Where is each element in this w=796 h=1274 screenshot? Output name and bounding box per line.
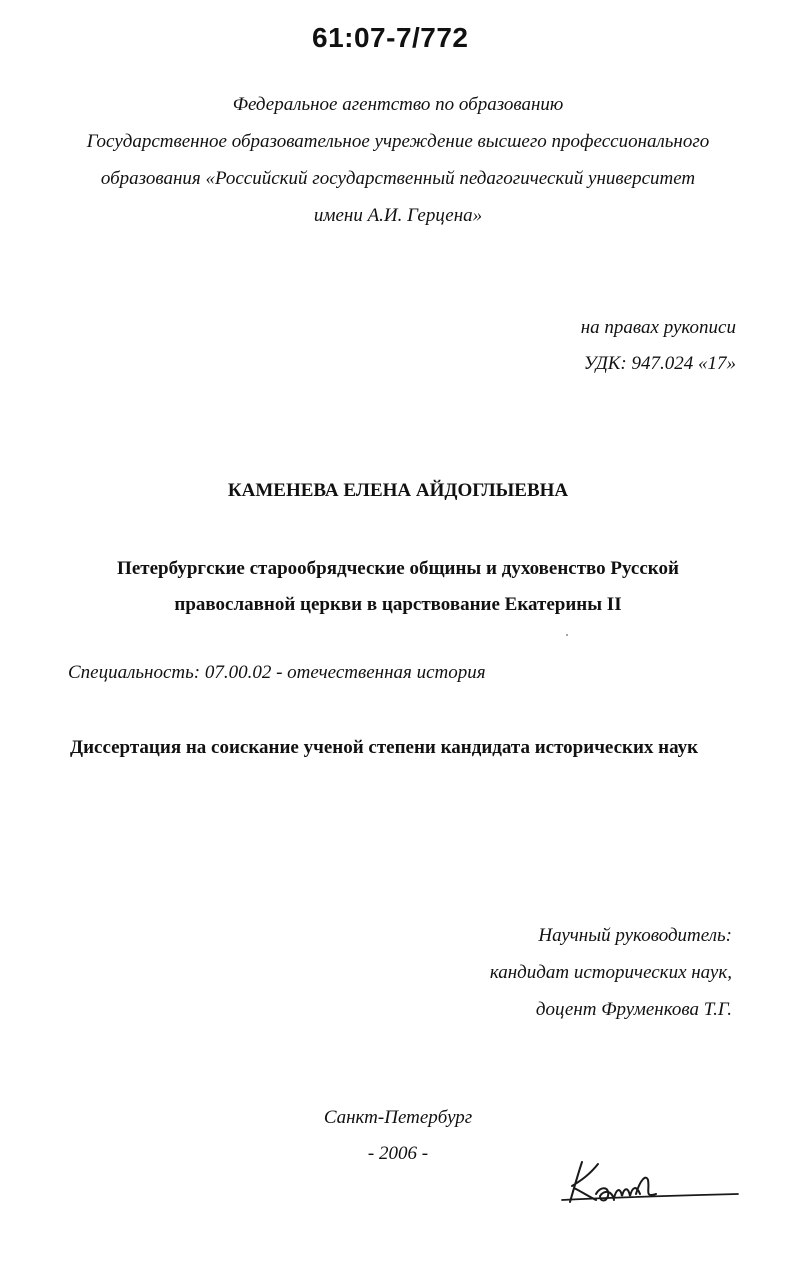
catalog-number: 61:07-7/772 (312, 22, 469, 53)
city: Санкт-Петербург (323, 1107, 473, 1128)
institution-line: Государственное образовательное учреждение высшего профессионального (86, 131, 710, 152)
title-line: православной церкви в царствование Екатерины II (174, 594, 622, 615)
rights-block (581, 310, 736, 382)
year: - 2006 - (367, 1143, 429, 1164)
title-line: Петербургские старообрядческие общины и духовенство Русской (117, 558, 679, 579)
institution-line: имени А.И. Герцена» (313, 205, 483, 226)
udc-code: УДК: 947.024 «17» (583, 353, 736, 374)
institution-block (0, 86, 796, 234)
scan-speck (566, 634, 568, 636)
dissertation-title (0, 551, 796, 623)
dissertation-type: Диссертация на соискание ученой степени кандидата исторических наук (70, 737, 699, 758)
supervisor-name: доцент Фруменкова Т.Г. (535, 999, 732, 1020)
manuscript-note: на правах рукописи (580, 317, 736, 338)
supervisor-label: Научный руководитель: (538, 925, 732, 946)
specialty: Специальность: 07.00.02 - отечественная история (68, 662, 486, 683)
agency-line: Федеральное агентство по образованию (232, 94, 564, 115)
author-name: КАМЕНЕВА ЕЛЕНА АЙДОГЛЫЕВНА (227, 480, 569, 501)
institution-line: образования «Российский государственный педагогический университет (100, 168, 696, 189)
supervisor-block (490, 917, 732, 1028)
supervisor-degree: кандидат исторических наук, (489, 962, 732, 983)
handwritten-signature (560, 1150, 740, 1220)
